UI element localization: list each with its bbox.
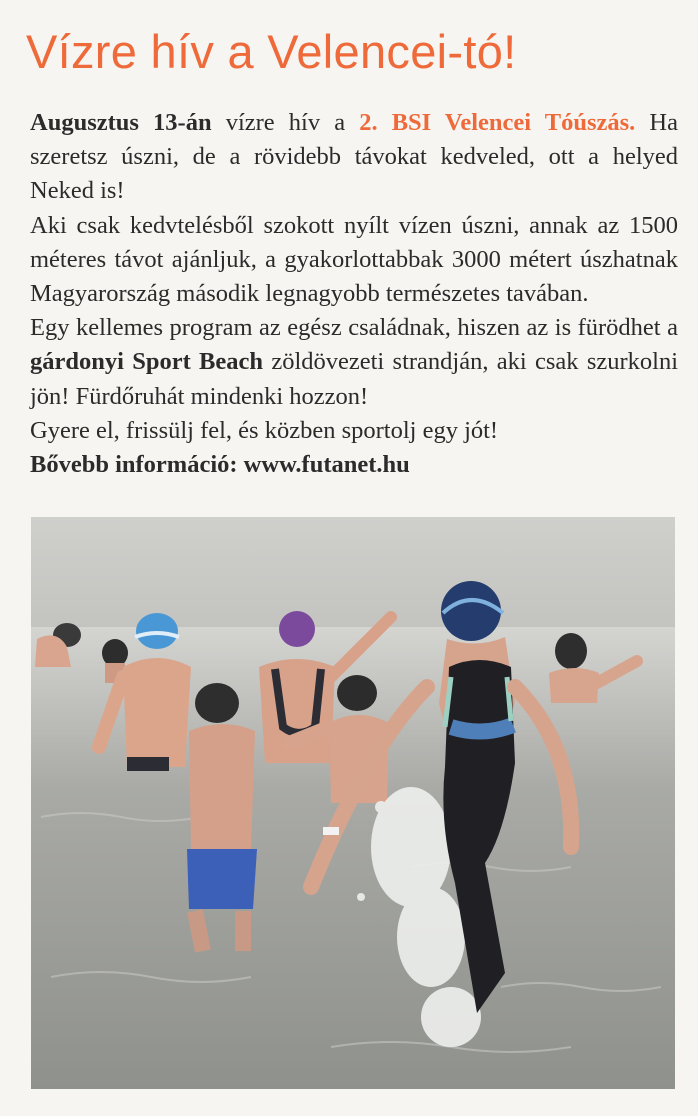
event-date: Augusztus 13-án bbox=[30, 109, 212, 136]
article-title: Vízre hív a Velencei-tó! bbox=[26, 25, 517, 78]
swimmers-photo bbox=[31, 517, 675, 1089]
family-text-2: zöldövezeti strandján, aki csak szurkolni jön! Fürdőruhát mindenki hozzon! bbox=[30, 348, 678, 410]
swimmers-illustration bbox=[31, 517, 675, 1089]
article-body bbox=[30, 106, 678, 482]
intro-text-2: Ha szeretsz úszni, de a rövidebb távokat kedveled, ott a helyed Neked is! bbox=[30, 109, 678, 205]
info-line: Bővebb információ: www.futanet.hu bbox=[30, 451, 410, 479]
distance-paragraph: Aki csak kedvtelésből szokott nyílt vízen úszni, annak az 1500 méteres távot ajánljuk, a gyakorlottabbak 3000 métert úszhatnak Magyarország második legnagyobb természetes tavában. bbox=[30, 211, 678, 308]
haze-background bbox=[31, 517, 675, 637]
event-name: 2. BSI Velencei Tóúszás. bbox=[359, 109, 636, 136]
intro-text-1: vízre hív a bbox=[211, 109, 360, 136]
family-text-1: Egy kellemes program az egész családnak, hiszen az is fürödhet a bbox=[30, 314, 678, 342]
invite-paragraph: Gyere el, frissülj fel, és közben sportolj egy jót! bbox=[30, 416, 499, 444]
family-paragraph bbox=[30, 311, 678, 414]
intro-paragraph bbox=[30, 106, 678, 209]
venue-name: gárdonyi Sport Beach bbox=[30, 348, 264, 376]
